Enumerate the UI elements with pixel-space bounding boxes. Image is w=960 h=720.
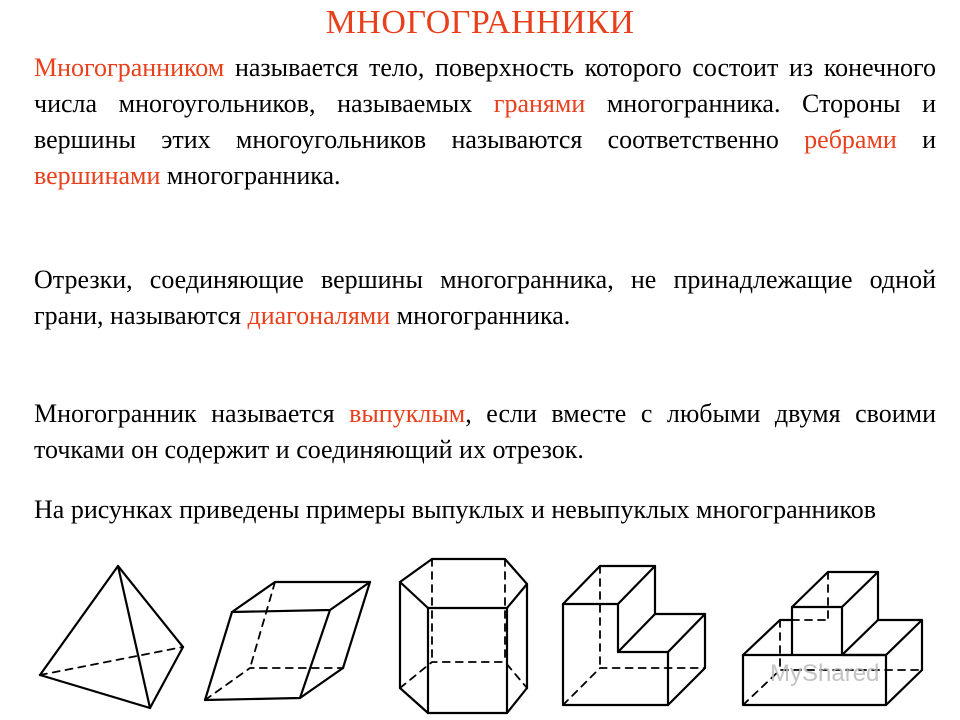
text-segment: Отрезки, соединяющие вершины многогранника, не принадлежащие одной грани, называются xyxy=(34,265,936,330)
term-convex: выпуклым xyxy=(349,399,466,428)
paragraph-diagonals xyxy=(34,262,936,334)
page-title: МНОГОГРАННИКИ xyxy=(325,4,635,41)
text-segment: многогранника. Стороны и вершины этих многоугольников называются соответственно xyxy=(34,89,936,154)
tetrahedron-figure xyxy=(40,566,183,708)
text-segment: называется тело, поверхность которого состоит из конечного числа многоугольников, называемых xyxy=(34,53,936,118)
term-faces: гранями xyxy=(493,89,586,118)
text-segment: Многогранник называется xyxy=(34,399,350,428)
paragraph-convex xyxy=(34,396,936,468)
parallelepiped-figure xyxy=(205,582,370,700)
paragraph-examples xyxy=(34,492,936,556)
term-polyhedron: Многогранником xyxy=(34,53,225,82)
text-segment: и xyxy=(896,125,936,154)
polyhedra-figures xyxy=(0,548,960,720)
watermark: MyShared xyxy=(770,660,880,687)
term-edges: ребрами xyxy=(804,125,897,154)
term-vertices: вершинами xyxy=(34,161,161,190)
text-segment: многогранника. xyxy=(160,161,341,190)
text-segment: многогранника. xyxy=(390,301,571,330)
term-diagonals: диагоналями xyxy=(247,301,391,330)
hexagonal-prism-figure xyxy=(400,559,527,713)
paragraph-definition xyxy=(34,50,936,194)
l-shaped-solid-figure xyxy=(563,566,705,705)
text-segment: , если вместе с любыми двумя своими точками он содержит и соединяющий их отрезок. xyxy=(34,399,937,464)
text-segment: На рисунках приведены примеры выпуклых и невыпуклых многогранников xyxy=(34,495,876,524)
